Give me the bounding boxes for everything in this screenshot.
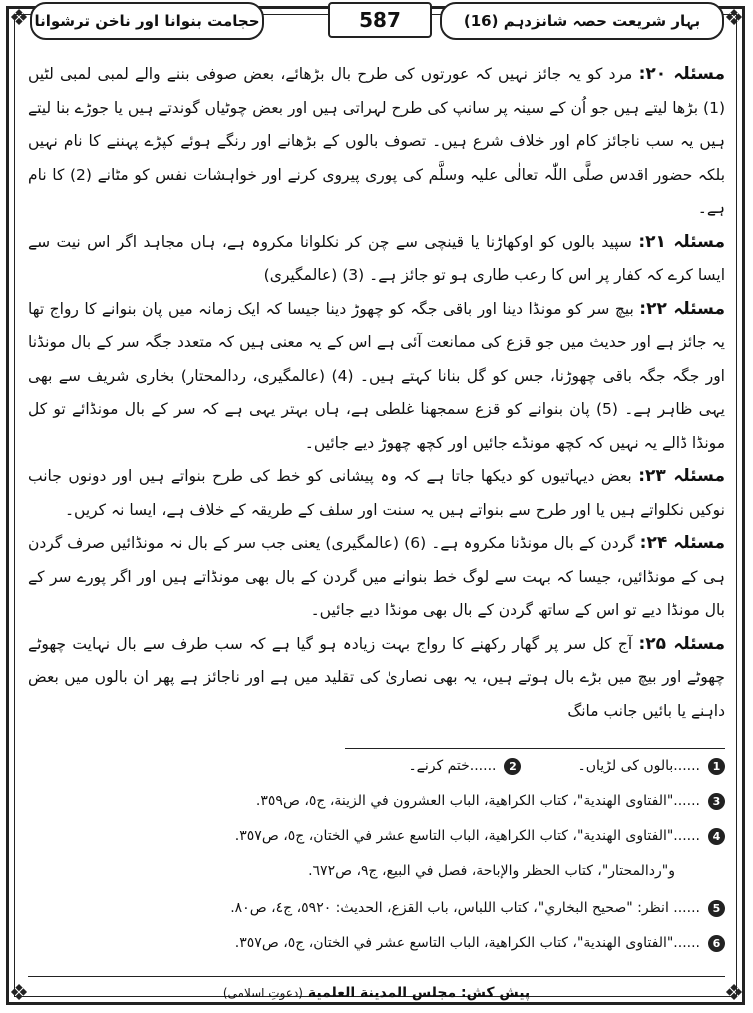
- ornament-icon: ❖: [9, 981, 29, 1006]
- footer-divider: [28, 976, 725, 977]
- masala-text: گردن کے بال مونڈنا مکروہ ہے۔ (6) (عالمگیری) یعنی جب سر کے بال نہ مونڈائیں صرف گردن ہی کے مونڈائیں، جیسا کہ بہت سے لوگ خط بنوانے میں گردن کے بال بھی مونڈاتے ہیں اور اگر پورے سر کے بال مونڈا دیے تو اس کے ساتھ گردن کے بال بھی مونڈا دیے جائیں۔: [28, 534, 725, 619]
- masala-label: مسئلہ ۲۲:: [639, 298, 725, 319]
- publisher-footer: [0, 985, 753, 1001]
- masala-label: مسئلہ ۲۵:: [638, 633, 725, 654]
- footer-org: (دعوتِ اسلامی): [222, 986, 303, 1000]
- masala-24: [28, 527, 725, 628]
- masala-text: بیچ سر کو مونڈا دینا اور باقی جگہ کو چھوڑ دینا جیسا کہ ایک زمانہ میں پان بنوانے کا رواج تھا یہ جائز ہے اور حدیث میں جو قزع کی ممانعت آئی ہے اس کے یہ معنی ہیں کہ متعدد جگہ سر کے بال مونڈنا اور جگہ جگہ باقی چھوڑنا، جس کو گل بنانا کہتے ہیں۔ (4) (عالمگیری، ردالمحتار) بخاری شریف سے بھی یہی ظاہر ہے۔ (5) پان بنوانے کو قزع سمجھنا غلطی ہے، ہاں بہتر یہی ہے کہ سر کے بال مونڈائے تو کل مونڈا ڈالے یہ نہیں کہ کچھ مونڈے جائیں اور کچھ چھوڑ دیے جائیں۔: [28, 299, 725, 452]
- footnote-number: 6: [708, 935, 725, 952]
- page-number: 587: [328, 2, 432, 38]
- footnote-4-cont: [28, 857, 725, 885]
- footnote-text: ......"الفتاوی الهندية"، كتاب الكراهية، الباب التاسع عشر في الختان، ج٥، ص٣٥٧.: [234, 935, 700, 951]
- masala-text: بعض دیہاتیوں کو دیکھا جاتا ہے کہ وہ پیشانی کو خط کی طرح بنواتے ہیں اور دونوں جانب نوکیں نکلواتے ہیں یا اور طرح سے بنواتے ہیں یہ سنت اور سلف کے طریقہ کے خلاف ہے، ایسا نہ کریں۔: [28, 467, 725, 519]
- footnote-divider: [345, 748, 725, 749]
- masala-label: مسئلہ ۲۴:: [639, 533, 725, 553]
- chapter-title-header: حجامت بنوانا اور ناخن ترشوانا: [30, 2, 264, 40]
- masala-20: [28, 58, 725, 226]
- masala-23: [28, 460, 725, 527]
- masala-label: مسئلہ ۲۰:: [638, 64, 725, 84]
- footnote-4: [28, 822, 725, 850]
- footnote-6: [28, 929, 725, 957]
- footer-prefix: پیش کش:: [461, 985, 531, 1001]
- footnote-number: 5: [708, 900, 725, 917]
- footnote-3: [28, 787, 725, 815]
- ornament-icon: ❖: [724, 981, 744, 1006]
- footnote-text: ......بالوں کی لڑیاں۔: [577, 758, 700, 774]
- ornament-icon: ❖: [9, 6, 29, 31]
- ornament-icon: ❖: [724, 6, 744, 31]
- footnote-text: ......"الفتاوی الهندية"، كتاب الكراهية، الباب العشرون في الزينة، ج٥، ص٣٥٩.: [255, 793, 700, 809]
- masala-text: مرد کو یہ جائز نہیں کہ عورتوں کی طرح بال بڑھائے، بعض صوفی بننے والے لمبی لمبی لٹیں (1) بڑھا لیتے ہیں جو اُن کے سینہ پر سانپ کی طرح لہراتی ہیں اور بعض چوٹیاں گوندتے ہیں یا جوڑے بنا لیتے ہیں یہ سب ناجائز کام اور خلاف شرع ہیں۔ تصوف بالوں کے بڑھانے اور رنگے ہوئے کپڑے پہننے کا نام نہیں بلکہ حضور اقدس صلَّی اللّٰہ تعالٰی علیہ وسلَّم کی پوری پیروی کرنے اور خواہشات نفس کو مٹانے (2) کا نام ہے۔: [28, 65, 726, 217]
- main-text: [28, 58, 725, 728]
- footnote-1-2: [28, 752, 725, 780]
- footnote-text: و"ردالمحتار"، كتاب الحظر والإباحة، فصل في البيع، ج٩، ص٦٧٢.: [308, 863, 675, 879]
- masala-label: مسئلہ ۲۱:: [638, 231, 726, 252]
- masala-text: سپید بالوں کو اوکھاڑنا یا قینچی سے چن کر نکلوانا مکروہ ہے، ہاں مجاہد اگر اس نیت سے ایسا کرے کہ کفار پر اس کا رعب طاری ہو تو جائز ہے۔ (3) (عالمگیری): [28, 232, 725, 284]
- footnote-number: 2: [504, 758, 521, 775]
- footnote-number: 1: [708, 758, 725, 775]
- footnote-5: [28, 894, 725, 922]
- book-title-header: بہار شریعت حصہ شانزدہم (16): [440, 2, 724, 40]
- footnote-number: 4: [708, 828, 725, 845]
- masala-text: آج کل سر پر گھار رکھنے کا رواج بہت زیادہ ہو گیا ہے کہ سب طرف سے بال نہایت چھوٹے چھوٹے اور بیچ میں بڑے بال ہوتے ہیں، یہ بھی نصاریٰ کی تقلید میں ہے اور ناجائز ہے پھر ان بالوں میں بعض داہنے یا بائیں جانب مانگ: [28, 634, 725, 720]
- footnote-text: ...... انظر: "صحيح البخاري"، كتاب اللباس، باب القزع، الحديث: ٥٩٢٠، ج٤، ص٨٠.: [230, 900, 700, 916]
- masala-21: [28, 226, 725, 293]
- footnote-number: 3: [708, 793, 725, 810]
- masala-25: [28, 628, 725, 729]
- footnote-text: ......ختم کرنے۔: [408, 758, 497, 774]
- footer-publisher: مجلس المدينة العلمية: [307, 985, 457, 1001]
- footnote-text: ......"الفتاوی الهندية"، كتاب الكراهية، الباب التاسع عشر في الختان، ج٥، ص٣٥٧.: [234, 828, 700, 844]
- masala-label: مسئلہ ۲۳:: [638, 466, 725, 486]
- masala-22: [28, 293, 725, 461]
